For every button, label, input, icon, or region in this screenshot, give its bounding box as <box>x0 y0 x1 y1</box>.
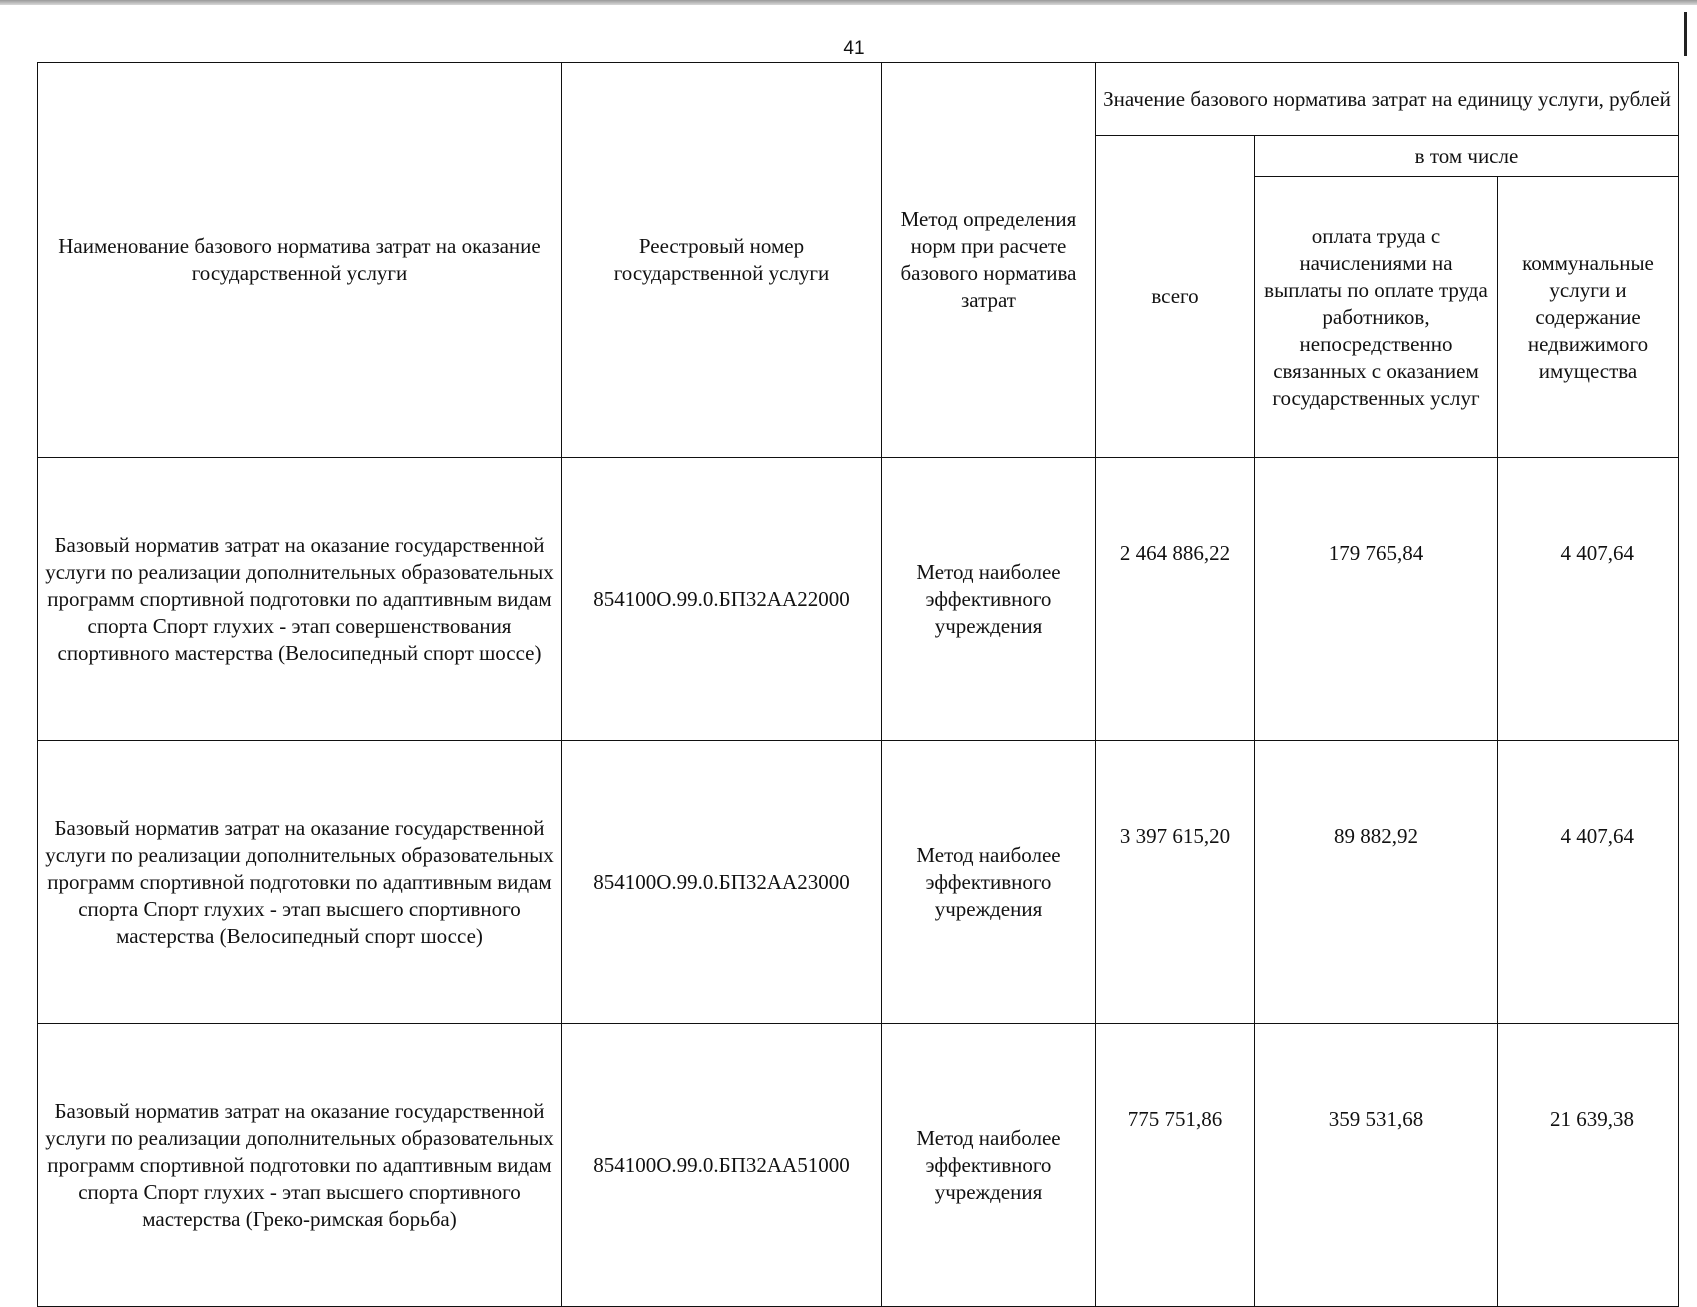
cell-utilities: 4 407,64 <box>1498 458 1679 741</box>
cell-name: Базовый норматив затрат на оказание государственной услуги по реализации дополнительных образовательных программ спортивной подготовки по адаптивным видам спорта Спорт глухих - этап совершенствования спортивного мастерства (Велосипедный спорт шоссе) <box>38 458 562 741</box>
table-row <box>38 1024 1679 1307</box>
header-utilities: коммунальные услуги и содержание недвижимого имущества <box>1498 177 1679 458</box>
header-name: Наименование базового норматива затрат на оказание государственной услуги <box>38 63 562 458</box>
cell-labor: 89 882,92 <box>1255 741 1498 1024</box>
cell-registry: 854100О.99.0.БП32АА51000 <box>562 1024 882 1307</box>
header-total: всего <box>1096 136 1255 458</box>
scan-top-edge <box>0 0 1697 5</box>
cell-name: Базовый норматив затрат на оказание государственной услуги по реализации дополнительных образовательных программ спортивной подготовки по адаптивным видам спорта Спорт глухих - этап высшего спортивного мастерства (Велосипедный спорт шоссе) <box>38 741 562 1024</box>
cell-method: Метод наиболее эффективного учреждения <box>882 1024 1096 1307</box>
cell-total: 2 464 886,22 <box>1096 458 1255 741</box>
cell-registry: 854100О.99.0.БП32АА22000 <box>562 458 882 741</box>
cost-norms-table <box>37 62 1679 1307</box>
table-row <box>38 458 1679 741</box>
header-row-1 <box>38 63 1679 136</box>
cell-utilities: 4 407,64 <box>1498 741 1679 1024</box>
cell-name: Базовый норматив затрат на оказание государственной услуги по реализации дополнительных образовательных программ спортивной подготовки по адаптивным видам спорта Спорт глухих - этап высшего спортивного мастерства (Греко-римская борьба) <box>38 1024 562 1307</box>
cell-method: Метод наиболее эффективного учреждения <box>882 741 1096 1024</box>
cell-method: Метод наиболее эффективного учреждения <box>882 458 1096 741</box>
header-labor: оплата труда с начислениями на выплаты по оплате труда работников, непосредственно связанных с оказанием государственных услуг <box>1255 177 1498 458</box>
cell-utilities: 21 639,38 <box>1498 1024 1679 1307</box>
scan-margin-mark <box>1684 12 1687 56</box>
header-including: в том числе <box>1255 136 1679 177</box>
header-method: Метод определения норм при расчете базового норматива затрат <box>882 63 1096 458</box>
cell-labor: 359 531,68 <box>1255 1024 1498 1307</box>
table-row <box>38 741 1679 1024</box>
page-number: 41 <box>843 38 865 59</box>
cell-total: 775 751,86 <box>1096 1024 1255 1307</box>
cell-registry: 854100О.99.0.БП32АА23000 <box>562 741 882 1024</box>
header-registry-number: Реестровый номер государственной услуги <box>562 63 882 458</box>
cell-total: 3 397 615,20 <box>1096 741 1255 1024</box>
header-value-group: Значение базового норматива затрат на единицу услуги, рублей <box>1096 63 1679 136</box>
cell-labor: 179 765,84 <box>1255 458 1498 741</box>
